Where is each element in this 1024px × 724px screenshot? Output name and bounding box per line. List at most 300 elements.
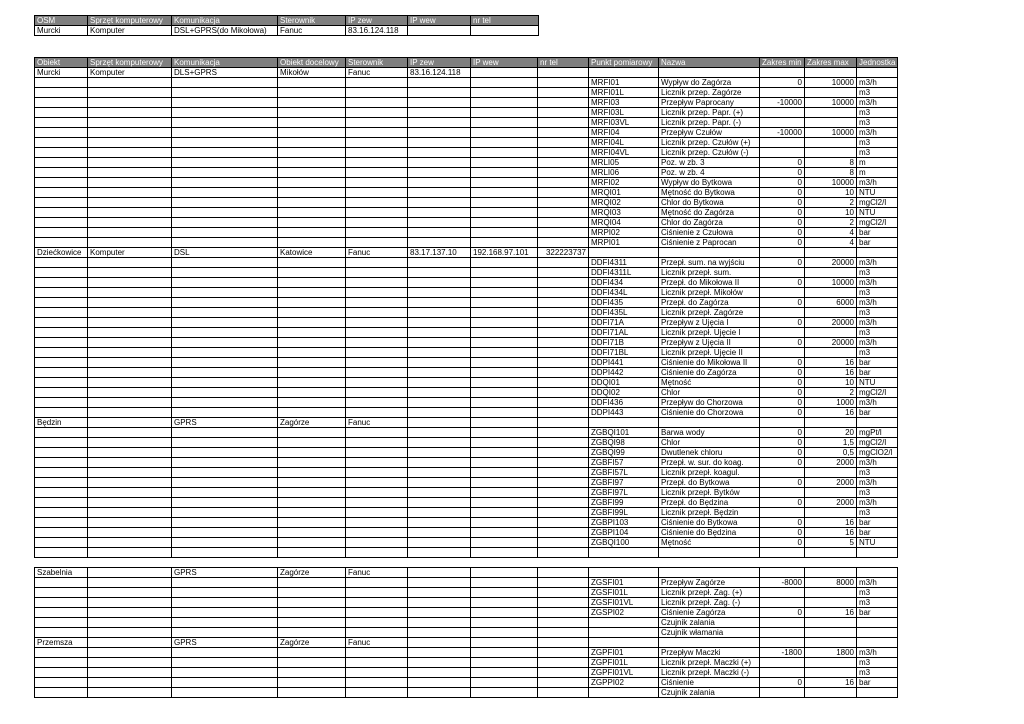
table-cell (278, 138, 346, 148)
table-cell (408, 298, 471, 308)
table-cell (35, 588, 88, 598)
summary-header-row (35, 16, 539, 26)
point-code: MRQI03 (589, 208, 659, 218)
table-cell (408, 308, 471, 318)
table-row (35, 528, 898, 538)
range-min (760, 588, 805, 598)
point-code: DDFI434 (589, 278, 659, 288)
table-cell (278, 88, 346, 98)
table-cell (278, 158, 346, 168)
unit: m3 (857, 268, 898, 278)
table-cell (538, 618, 589, 628)
table-cell (408, 138, 471, 148)
table-cell (857, 548, 898, 558)
point-name: Ciśnienie (659, 678, 760, 688)
table-cell (278, 168, 346, 178)
point-name: Licznik przepł. Ujęcie II (659, 348, 760, 358)
table-row (35, 408, 898, 418)
table-cell (88, 188, 172, 198)
range-max: 16 (805, 518, 857, 528)
table-cell (471, 428, 538, 438)
table-cell (408, 508, 471, 518)
table-cell (471, 98, 538, 108)
table-cell (346, 148, 408, 158)
table-cell (346, 288, 408, 298)
table-cell (471, 668, 538, 678)
point-code: ZGPFI01L (589, 658, 659, 668)
table-cell (88, 288, 172, 298)
table-cell (471, 538, 538, 548)
table-cell (471, 438, 538, 448)
table-cell (471, 658, 538, 668)
table-cell (346, 308, 408, 318)
table-cell (278, 588, 346, 598)
table-row (35, 338, 898, 348)
range-min: 0 (760, 178, 805, 188)
table-cell (408, 118, 471, 128)
table-cell (35, 368, 88, 378)
table-cell (35, 348, 88, 358)
table-cell (172, 658, 278, 668)
table-cell (88, 358, 172, 368)
object-name: Murcki (35, 68, 88, 78)
table-row (35, 348, 898, 358)
range-min: 0 (760, 388, 805, 398)
table-cell (88, 418, 172, 428)
range-min: 0 (760, 228, 805, 238)
table-cell (408, 328, 471, 338)
table-cell (857, 248, 898, 258)
table-cell (346, 338, 408, 348)
point-name: Licznik przepł. Maczki (+) (659, 658, 760, 668)
table-cell (408, 218, 471, 228)
table-cell (35, 468, 88, 478)
table-cell (538, 678, 589, 688)
table-cell (278, 398, 346, 408)
table-cell (278, 338, 346, 348)
table-cell (659, 418, 760, 428)
point-name: Przepływ Zagórze (659, 578, 760, 588)
table-row (35, 488, 898, 498)
point-code: ZGBFI99 (589, 498, 659, 508)
table-cell (538, 68, 589, 78)
table-cell (88, 658, 172, 668)
range-max: 6000 (805, 298, 857, 308)
range-max (805, 488, 857, 498)
table-cell (172, 88, 278, 98)
table-cell (278, 668, 346, 678)
table-cell (35, 428, 88, 438)
unit: mgCl2/l (857, 388, 898, 398)
table-cell (538, 228, 589, 238)
table-cell (471, 388, 538, 398)
main-header-row (35, 58, 898, 68)
table-cell (346, 538, 408, 548)
column-header: nr tel (538, 58, 589, 68)
range-max: 10000 (805, 128, 857, 138)
table-cell (35, 278, 88, 288)
point-code: ZGSFI01VL (589, 598, 659, 608)
table-cell (172, 668, 278, 678)
table-cell (346, 318, 408, 328)
point-name: Poz. w zb. 4 (659, 168, 760, 178)
point-code: DDQI02 (589, 388, 659, 398)
table-cell (589, 638, 659, 648)
point-code: DDFI71B (589, 338, 659, 348)
table-cell: Komputer (88, 26, 172, 36)
table-cell (408, 438, 471, 448)
table-cell (35, 558, 88, 568)
table-cell (35, 628, 88, 638)
table-cell (471, 448, 538, 458)
table-cell (172, 388, 278, 398)
point-code: ZGSFI01 (589, 578, 659, 588)
range-max (805, 148, 857, 158)
range-max: 2 (805, 388, 857, 398)
table-cell (538, 468, 589, 478)
unit: bar (857, 408, 898, 418)
table-cell (172, 318, 278, 328)
table-cell (278, 598, 346, 608)
table-cell (471, 328, 538, 338)
table-cell (35, 218, 88, 228)
point-name: Przepł. do Mikołowa II (659, 278, 760, 288)
table-cell (172, 178, 278, 188)
table-cell (471, 528, 538, 538)
table-cell: GPRS (172, 638, 278, 648)
table-cell (35, 108, 88, 118)
range-min: 0 (760, 538, 805, 548)
column-header: IP wew (471, 58, 538, 68)
point-code: MRFI04L (589, 138, 659, 148)
range-max: 20000 (805, 318, 857, 328)
table-cell (88, 598, 172, 608)
column-header: Sprzęt komputerowy (88, 16, 172, 26)
table-cell (88, 148, 172, 158)
table-cell: Murcki (35, 26, 88, 36)
table-cell (88, 138, 172, 148)
range-max (805, 688, 857, 698)
table-cell (172, 548, 278, 558)
table-cell (172, 168, 278, 178)
table-cell (538, 688, 589, 698)
point-name: Ciśnienie do Chorzowa (659, 408, 760, 418)
table-cell (408, 578, 471, 588)
table-cell (35, 88, 88, 98)
table-cell (35, 328, 88, 338)
table-cell (538, 498, 589, 508)
range-min: 0 (760, 278, 805, 288)
table-cell (88, 168, 172, 178)
table-row (35, 148, 898, 158)
point-name: Przepływ z Ujęcia II (659, 338, 760, 348)
range-min: 0 (760, 448, 805, 458)
table-cell (172, 258, 278, 268)
table-cell (35, 648, 88, 658)
range-max (805, 468, 857, 478)
table-cell (408, 498, 471, 508)
point-name: Przepł. do Bytkowa (659, 478, 760, 488)
table-cell (659, 248, 760, 258)
table-cell (408, 478, 471, 488)
table-cell (538, 358, 589, 368)
point-name: Przepł. w. sur. do koag. (659, 458, 760, 468)
unit: NTU (857, 378, 898, 388)
table-cell (408, 518, 471, 528)
table-cell (172, 518, 278, 528)
unit: m3 (857, 308, 898, 318)
table-cell (471, 498, 538, 508)
point-name: Chlor (659, 388, 760, 398)
range-min (760, 88, 805, 98)
table-cell (408, 488, 471, 498)
range-max: 16 (805, 368, 857, 378)
table-cell: Fanuc (346, 568, 408, 578)
table-cell (172, 598, 278, 608)
table-row (35, 198, 898, 208)
range-min (760, 108, 805, 118)
table-cell (346, 548, 408, 558)
table-cell (172, 128, 278, 138)
table-cell (35, 358, 88, 368)
table-cell (408, 458, 471, 468)
range-min: 0 (760, 318, 805, 328)
table-cell (35, 448, 88, 458)
point-name: Barwa wody (659, 428, 760, 438)
table-cell (35, 168, 88, 178)
table-cell (278, 618, 346, 628)
table-cell (346, 608, 408, 618)
table-cell (346, 198, 408, 208)
column-header: Sterownik (346, 58, 408, 68)
table-cell (471, 268, 538, 278)
table-row (35, 98, 898, 108)
table-cell (172, 158, 278, 168)
table-cell (471, 288, 538, 298)
range-max (805, 268, 857, 278)
table-cell (172, 448, 278, 458)
table-cell (278, 458, 346, 468)
table-cell (538, 368, 589, 378)
table-cell (471, 638, 538, 648)
table-cell (471, 598, 538, 608)
table-row (35, 328, 898, 338)
table-cell (88, 388, 172, 398)
table-cell (589, 558, 659, 568)
table-cell (172, 288, 278, 298)
table-cell (471, 308, 538, 318)
unit: m (857, 158, 898, 168)
column-header: Komunikacja (172, 16, 278, 26)
table-cell (88, 328, 172, 338)
table-cell (88, 198, 172, 208)
table-cell (346, 88, 408, 98)
unit: bar (857, 238, 898, 248)
table-cell (172, 268, 278, 278)
table-cell (471, 318, 538, 328)
table-cell (408, 598, 471, 608)
column-header: Obiekt (35, 58, 88, 68)
table-row (35, 308, 898, 318)
table-cell (408, 78, 471, 88)
table-cell (35, 158, 88, 168)
range-min: 0 (760, 378, 805, 388)
table-cell (408, 188, 471, 198)
table-cell (346, 598, 408, 608)
range-min: 0 (760, 358, 805, 368)
table-cell (346, 328, 408, 338)
unit: m3/h (857, 278, 898, 288)
table-cell (346, 408, 408, 418)
object-row (35, 248, 898, 258)
table-cell (408, 108, 471, 118)
table-cell: DSL+GPRS(do Mikołowa) (172, 26, 278, 36)
table-cell (35, 528, 88, 538)
table-cell: 192.168.97.101 (471, 248, 538, 258)
range-min: -10000 (760, 98, 805, 108)
table-cell (172, 188, 278, 198)
range-max (805, 588, 857, 598)
table-cell (88, 538, 172, 548)
point-name: Poz. w zb. 3 (659, 158, 760, 168)
table-cell (88, 208, 172, 218)
unit: mgClO2/l (857, 448, 898, 458)
point-code: DDFI4311L (589, 268, 659, 278)
point-name: Licznik przepł. sum. (659, 268, 760, 278)
point-code: DDFI71A (589, 318, 659, 328)
table-row (35, 668, 898, 678)
table-row (35, 318, 898, 328)
table-cell (346, 618, 408, 628)
table-cell (538, 148, 589, 158)
table-cell (88, 308, 172, 318)
object-row (35, 68, 898, 78)
point-code: MRPI02 (589, 228, 659, 238)
unit: m3/h (857, 258, 898, 268)
unit: m3/h (857, 98, 898, 108)
unit: m3 (857, 468, 898, 478)
column-header: Jednostka (857, 58, 898, 68)
table-cell: 83.16.124.118 (346, 26, 408, 36)
table-cell: Zagórze (278, 418, 346, 428)
table-cell (346, 98, 408, 108)
table-cell (471, 408, 538, 418)
table-cell (88, 438, 172, 448)
table-cell: DLS+GPRS (172, 68, 278, 78)
table-cell (88, 618, 172, 628)
table-cell: GPRS (172, 418, 278, 428)
unit: m3 (857, 88, 898, 98)
point-code: DDFI434L (589, 288, 659, 298)
table-cell (88, 398, 172, 408)
range-min (760, 468, 805, 478)
table-cell (172, 578, 278, 588)
point-code: ZGPPI02 (589, 678, 659, 688)
table-cell (471, 178, 538, 188)
table-cell (659, 548, 760, 558)
table-row (35, 118, 898, 128)
point-code: MRFI03 (589, 98, 659, 108)
table-cell: Fanuc (346, 248, 408, 258)
table-cell (88, 558, 172, 568)
table-cell (538, 198, 589, 208)
table-cell (408, 228, 471, 238)
table-cell (172, 468, 278, 478)
table-row (35, 218, 898, 228)
table-row (35, 128, 898, 138)
range-max: 4 (805, 238, 857, 248)
range-min: -1800 (760, 648, 805, 658)
table-cell (88, 408, 172, 418)
table-cell (408, 198, 471, 208)
table-cell (408, 638, 471, 648)
table-row (35, 588, 898, 598)
table-cell (408, 278, 471, 288)
range-max: 10000 (805, 278, 857, 288)
point-name: Przepływ Czułów (659, 128, 760, 138)
table-cell (88, 88, 172, 98)
table-cell (408, 338, 471, 348)
unit: m3/h (857, 298, 898, 308)
table-cell (278, 178, 346, 188)
table-cell (278, 548, 346, 558)
table-cell: Fanuc (346, 418, 408, 428)
unit: mgPt/l (857, 428, 898, 438)
table-cell (278, 368, 346, 378)
table-cell (346, 298, 408, 308)
point-name: Mętność do Zagórza (659, 208, 760, 218)
table-row (35, 278, 898, 288)
point-code: ZGBFI97L (589, 488, 659, 498)
table-cell (346, 188, 408, 198)
table-cell (35, 378, 88, 388)
table-cell: DSL (172, 248, 278, 258)
unit: m3/h (857, 318, 898, 328)
table-cell (760, 248, 805, 258)
table-cell (278, 148, 346, 158)
table-cell (88, 508, 172, 518)
table-cell (471, 258, 538, 268)
table-cell (346, 498, 408, 508)
range-max: 1800 (805, 648, 857, 658)
range-min (760, 308, 805, 318)
column-header: IP wew (408, 16, 471, 26)
unit: m3 (857, 488, 898, 498)
table-cell (172, 198, 278, 208)
table-cell (88, 228, 172, 238)
table-cell (172, 458, 278, 468)
table-cell (88, 348, 172, 358)
table-row (35, 208, 898, 218)
range-min (760, 598, 805, 608)
range-max: 2000 (805, 498, 857, 508)
range-min: 0 (760, 198, 805, 208)
table-cell (346, 268, 408, 278)
range-max (805, 668, 857, 678)
table-cell (471, 138, 538, 148)
table-cell (538, 428, 589, 438)
table-cell (346, 178, 408, 188)
table-cell (278, 388, 346, 398)
table-cell (172, 408, 278, 418)
table-cell (805, 248, 857, 258)
range-max: 2000 (805, 458, 857, 468)
table-cell (471, 198, 538, 208)
point-code: MRLI05 (589, 158, 659, 168)
table-cell (471, 148, 538, 158)
table-cell (346, 128, 408, 138)
spacer-row (35, 558, 898, 568)
